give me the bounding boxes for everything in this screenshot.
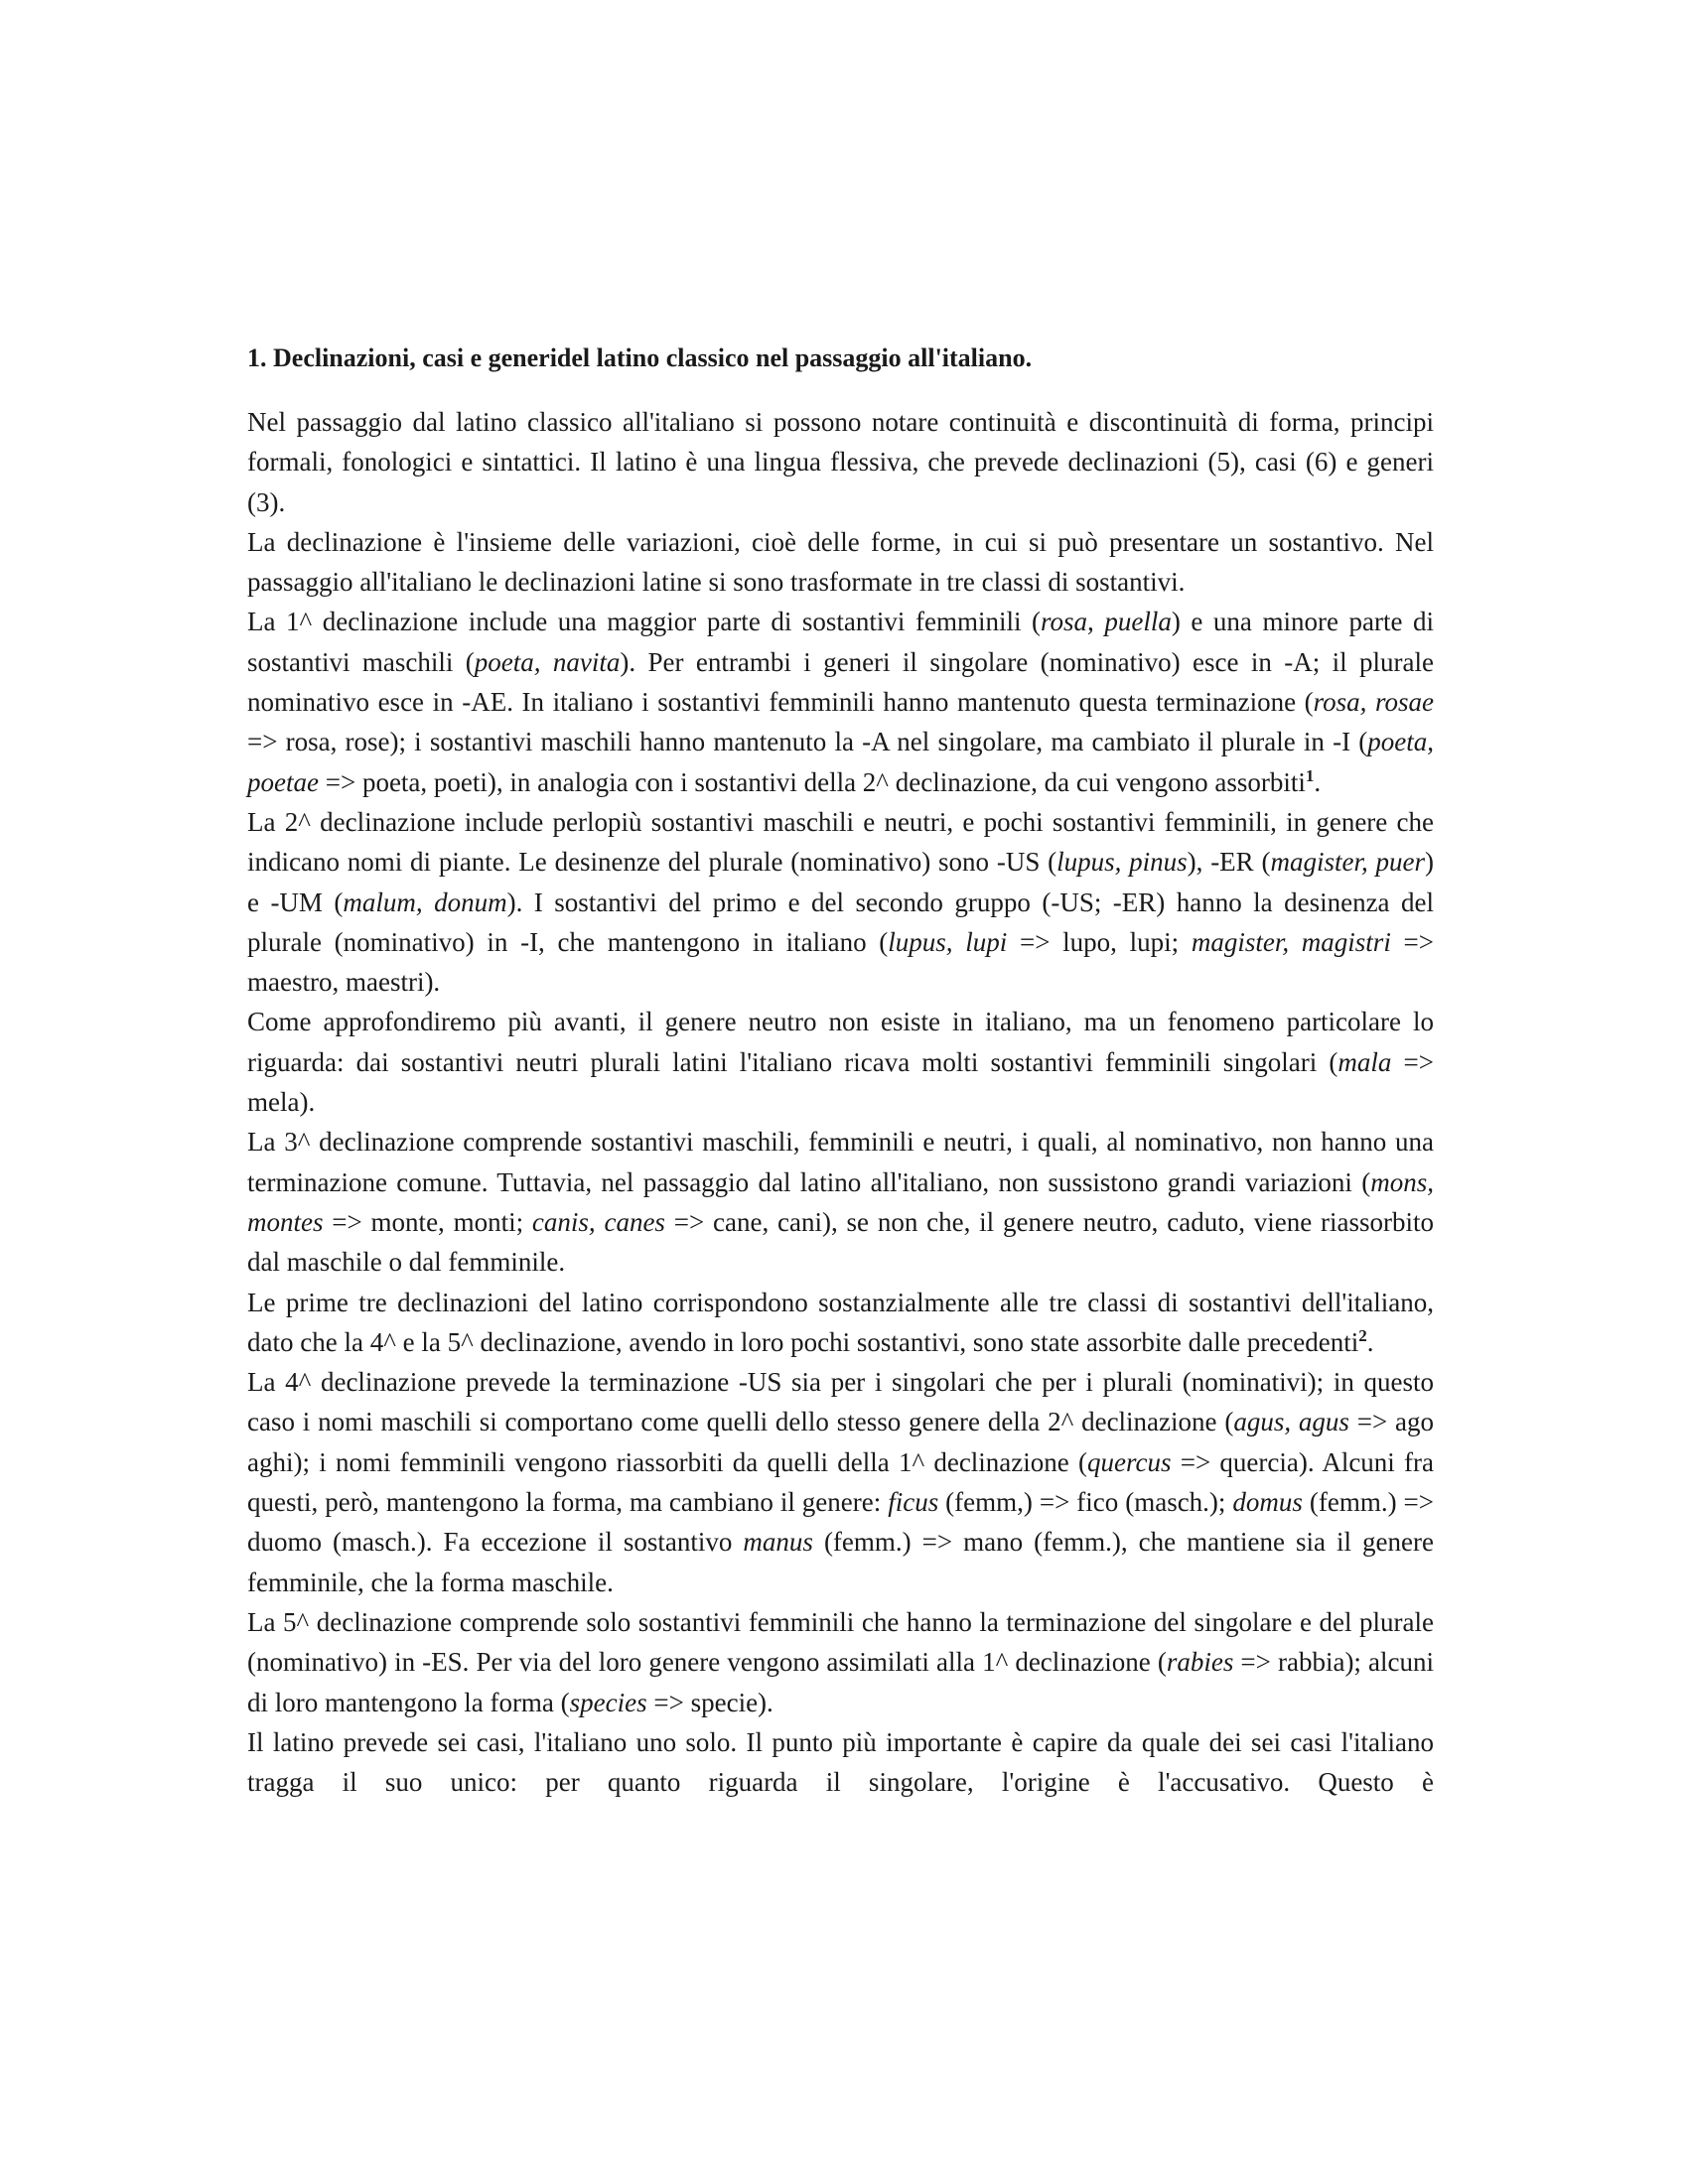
paragraph [247, 1602, 1434, 1722]
text-run: La 1^ declinazione include una maggior parte di sostantivi femminili ( [247, 607, 1042, 637]
latin-term: rosa, puella [1041, 607, 1172, 637]
text-run: => lupo, lupi; [1007, 926, 1192, 957]
latin-term: poeta, navita [474, 646, 621, 677]
text-run: Le prime tre declinazioni del latino corrispondono sostanzialmente alle tre classi di sostantivi dell'italiano, dato che la 4^ e la 5^ declinazione, avendo in loro pochi sostantivi, sono state assorbite dalle precedenti [247, 1287, 1434, 1357]
latin-term: species [569, 1687, 647, 1717]
text-run: ) e -UM ( [247, 847, 1434, 917]
paragraph [247, 1122, 1434, 1282]
text-run: Il latino prevede sei casi, l'italiano uno solo. Il punto più importante è capire da quale dei sei casi l'italiano tragga il suo unico: per quanto riguarda il singolare, l'origine è l'accusativo. Questo è [247, 1726, 1434, 1798]
text-run: La 3^ declinazione comprende sostantivi maschili, femminili e neutri, i quali, al nominativo, non hanno una terminazione comune. Tuttavia, nel passaggio dal latino all'italiano, non sussistono grandi variazioni ( [247, 1127, 1434, 1197]
document-body [247, 402, 1434, 1802]
text-run: (femm.) => mano (femm.), che mantiene sia il genere femminile, che la forma maschile. [247, 1527, 1434, 1597]
text-run: La 4^ declinazione prevede la terminazione -US sia per i singolari che per i plurali (nominativi); in questo caso i nomi maschili si comportano come quelli dello stesso genere della 2^ declinazione ( [247, 1367, 1434, 1437]
latin-term: domus [1232, 1487, 1303, 1518]
text-run: => rosa, rose); i sostantivi maschili hanno mantenuto la -A nel singolare, ma cambiato il plurale in -I ( [247, 727, 1368, 757]
latin-term: agus, agus [1233, 1407, 1349, 1437]
latin-term: lupus, pinus [1056, 847, 1188, 878]
text-run: (femm,) => fico (masch.); [938, 1487, 1233, 1518]
text-run: => poeta, poeti), in analogia con i sostantivi della 2^ declinazione, da cui vengono assorbiti [318, 766, 1306, 797]
text-run: ), -ER ( [1187, 847, 1271, 878]
text-run: => quercia). Alcuni fra questi, però, mantengono la forma, ma cambiano il genere: [247, 1446, 1435, 1518]
text-run: ). Per entrambi i generi il singolare (nominativo) esce in -A; il plurale nominativo esce in -AE. In italiano i sostantivi femminili hanno mantenuto questa terminazione ( [247, 646, 1434, 718]
latin-term: mons, montes [247, 1166, 1434, 1237]
text-run: . [1366, 1326, 1374, 1357]
paragraph [247, 1362, 1434, 1602]
latin-term: lupus, lupi [888, 926, 1008, 957]
latin-term: mala [1337, 1046, 1392, 1077]
text-run: La declinazione è l'insieme delle variazioni, cioè delle forme, in cui si può presentare un sostantivo. Nel passaggio all'italiano le declinazioni latine si sono trasformate in tre classi di sostantivi. [247, 526, 1434, 598]
text-run: => cane, cani), se non che, il genere neutro, caduto, viene riassorbito dal maschile o dal femminile. [247, 1206, 1435, 1278]
paragraph [247, 402, 1434, 522]
latin-term: poeta, poetae [247, 727, 1434, 797]
text-run: => specie). [646, 1687, 774, 1717]
text-run: Nel passaggio dal latino classico all'italiano si possono notare continuità e discontinuità di forma, principi formali, fonologici e sintattici. Il latino è una lingua flessiva, che prevede declinazioni (5), casi (6) e generi (3). [247, 407, 1434, 517]
latin-term: canis, canes [531, 1206, 665, 1237]
paragraph [247, 802, 1434, 1002]
text-run: => ago aghi); i nomi femminili vengono riassorbiti da quelli della 1^ declinazione ( [247, 1407, 1434, 1477]
text-run: La 2^ declinazione include perlopiù sostantivi maschili e neutri, e pochi sostantivi femminili, in genere che indicano nomi di piante. Le desinenze del plurale (nominativo) sono -US ( [247, 806, 1434, 878]
latin-term: quercus [1087, 1446, 1172, 1477]
text-run: => mela). [247, 1046, 1434, 1118]
paragraph [247, 1002, 1434, 1122]
paragraph [247, 602, 1434, 801]
footnote-ref: 1 [1305, 765, 1315, 785]
paragraph [247, 1722, 1434, 1803]
paragraph [247, 1283, 1434, 1363]
text-run: => monte, monti; [323, 1206, 532, 1237]
latin-term: malum, donum [343, 887, 507, 917]
text-run: => maestro, maestri). [247, 926, 1434, 998]
text-run: (femm.) => duomo (masch.). Fa eccezione il sostantivo [247, 1487, 1434, 1558]
text-run: ). I sostantivi del primo e del secondo gruppo (-US; -ER) hanno la desinenza del plurale (nominativo) in -I, che mantengono in italiano ( [247, 887, 1434, 957]
latin-term: rosa, rosae [1313, 687, 1434, 718]
footnote-ref: 2 [1358, 1325, 1367, 1345]
paragraph [247, 522, 1434, 603]
text-run: ) e una minore parte di sostantivi maschili ( [247, 607, 1435, 677]
latin-term: magister, puer [1270, 847, 1425, 878]
latin-term: ficus [888, 1487, 939, 1518]
text-run: Come approfondiremo più avanti, il genere neutro non esiste in italiano, ma un fenomeno particolare lo riguarda: dai sostantivi neutri plurali latini l'italiano ricava molti sostantivi femminili singolari ( [247, 1007, 1434, 1077]
latin-term: rabies [1166, 1647, 1234, 1678]
text-run: La 5^ declinazione comprende solo sostantivi femminili che hanno la terminazione del singolare e del plurale (nominativo) in -ES. Per via del loro genere vengono assimilati alla 1^ declinazione ( [247, 1606, 1434, 1678]
text-run: . [1314, 766, 1322, 797]
latin-term: magister, magistri [1191, 926, 1391, 957]
document-page [247, 342, 1434, 1802]
text-run: => rabbia); alcuni di loro mantengono la forma ( [247, 1647, 1434, 1717]
section-heading: 1. Declinazioni, casi e generidel latino classico nel passaggio all'italiano. [247, 343, 1033, 372]
latin-term: manus [743, 1527, 813, 1558]
